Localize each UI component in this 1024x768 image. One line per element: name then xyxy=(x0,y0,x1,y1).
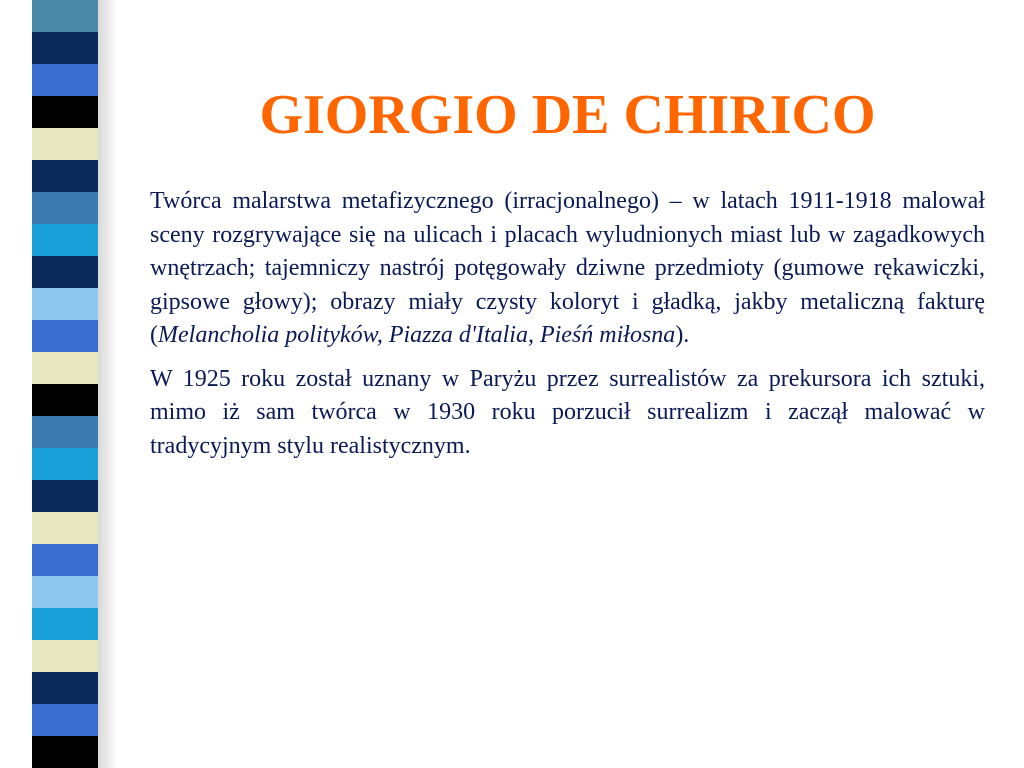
stripe-segment xyxy=(32,0,98,32)
stripe-segment xyxy=(32,192,98,224)
stripe-segment xyxy=(32,640,98,672)
stripe-segment xyxy=(32,352,98,384)
paragraph-2: W 1925 roku został uznany w Paryżu przez surrealistów za prekursora ich sztuki, mimo iż sam twórca w 1930 roku porzucił surrealizm i zaczął malować w tradycyjnym stylu realistycznym. xyxy=(150,365,985,459)
stripe-segment xyxy=(32,288,98,320)
slide-body xyxy=(150,185,985,473)
stripe-segment xyxy=(32,512,98,544)
paragraph-1 xyxy=(150,185,985,353)
decorative-stripe xyxy=(32,0,98,768)
paragraph-1-end: ). xyxy=(675,322,690,348)
stripe-segment xyxy=(32,416,98,448)
stripe-segment xyxy=(32,704,98,736)
stripe-segment xyxy=(32,320,98,352)
stripe-segment xyxy=(32,160,98,192)
stripe-segment xyxy=(32,576,98,608)
paragraph-1-text: Twórca malarstwa metafizycznego (irracjonalnego) – w latach 1911-1918 malował sceny rozgrywające się na ulicach i placach wyludnionych miast lub w zagadkowych wnętrzach; tajemniczy nastrój potęgowały dziwne przedmioty (gumowe rękawiczki, gipsowe głowy); obrazy miały czysty koloryt i gładką, jakby metaliczną fakturę ( xyxy=(150,188,985,348)
stripe-segment xyxy=(32,672,98,704)
stripe-segment xyxy=(32,224,98,256)
stripe-segment xyxy=(32,96,98,128)
stripe-segment xyxy=(32,32,98,64)
stripe-segment xyxy=(32,480,98,512)
stripe-segment xyxy=(32,544,98,576)
paragraph-1-works: Melancholia polityków, Piazza d'Italia, Pieśń miłosna xyxy=(158,322,676,348)
stripe-segment xyxy=(32,64,98,96)
stripe-segment xyxy=(32,256,98,288)
stripe-segment xyxy=(32,128,98,160)
stripe-segment xyxy=(32,608,98,640)
stripe-segment xyxy=(32,384,98,416)
stripe-segment xyxy=(32,448,98,480)
stripe-segment xyxy=(32,736,98,768)
slide-title: GIORGIO DE CHIRICO xyxy=(259,84,876,146)
